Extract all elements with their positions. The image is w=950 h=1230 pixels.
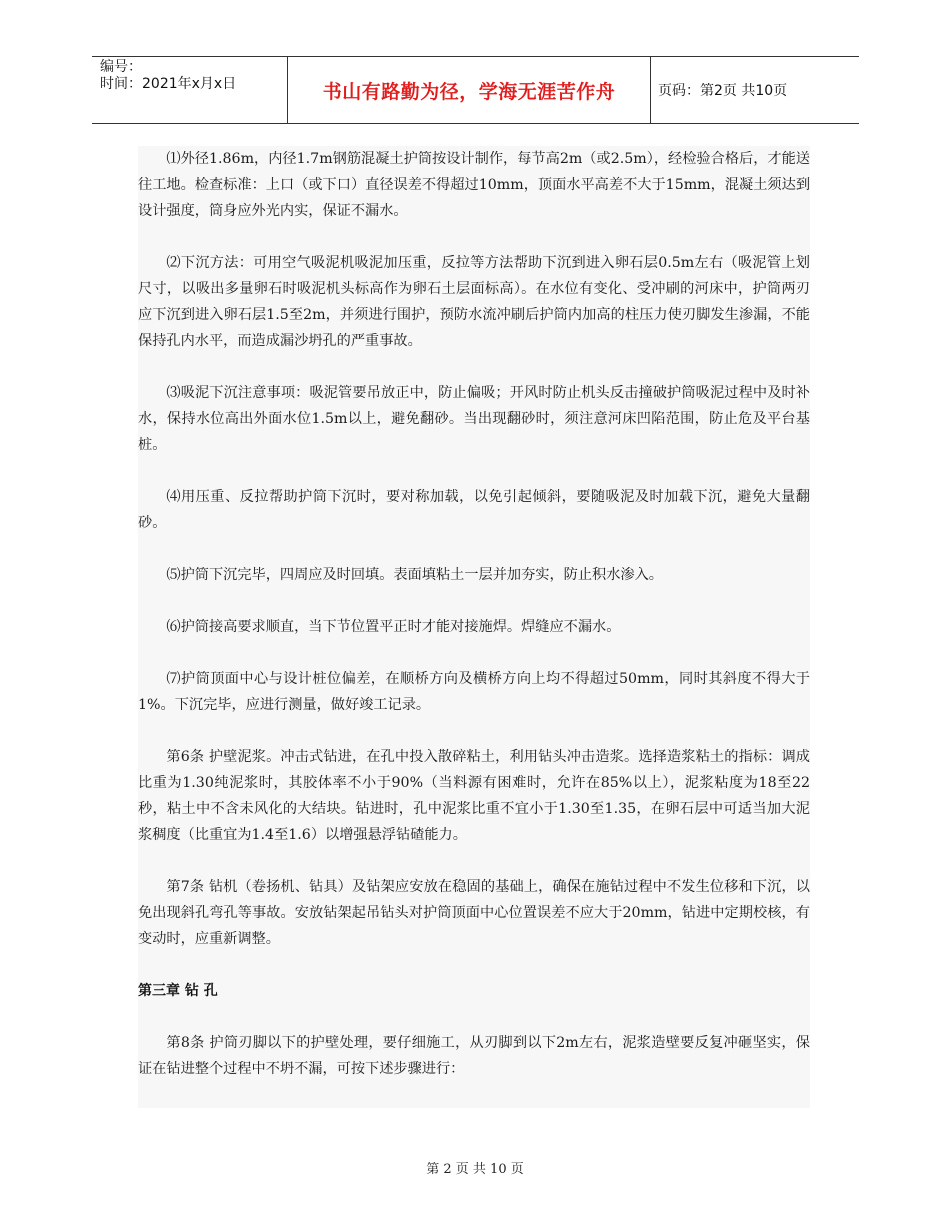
header-divider bbox=[650, 57, 651, 123]
paragraph-1: ⑴外径1.86m，内径1.7m钢筋混凝土护筒按设计制作，每节高2m（或2.5m），经检验合格后，才能送往工地。检查标准：上口（或下口）直径误差不得超过10mm，顶面水平高差不大于15mm，混凝土须达到设计强度，筒身应外光内实，保证不漏水。 bbox=[138, 151, 811, 219]
page-footer: 第 2 页 共 10 页 bbox=[426, 1162, 524, 1177]
page-header bbox=[92, 56, 859, 124]
paragraph-3: ⑶吸泥下沉注意事项：吸泥管要吊放正中，防止偏吸；开风时防止机头反击撞破护筒吸泥过程中及时补水，保持水位高出外面水位1.5m以上，避免翻砂。当出现翻砂时，须注意河床凹陷范围，防止危及平台基桩。 bbox=[138, 385, 810, 453]
article-7: 第7条 钻机（卷扬机、钻具）及钻架应安放在稳固的基础上，确保在施钻过程中不发生位移和下沉，以免出现斜孔弯孔等事故。安放钻架起吊钻头对护筒顶面中心位置误差不应大于20mm，钻进中定期校核，有变动时，应重新调整。 bbox=[138, 879, 810, 947]
article-8: 第8条 护筒刃脚以下的护壁处理，要仔细施工，从刃脚到以下2m左右，泥浆造壁要反复冲砸坚实，保证在钻进整个过程中不坍不漏，可按下述步骤进行： bbox=[138, 1035, 810, 1077]
paragraph-5: ⑸护筒下沉完毕，四周应及时回填。表面填粘土一层并加夯实，防止积水渗入。 bbox=[166, 567, 663, 583]
paragraph-7: ⑺护筒顶面中心与设计桩位偏差，在顺桥方向及横桥方向上均不得超过50mm，同时其斜度不得大于1%。下沉完毕，应进行测量，做好竣工记录。 bbox=[138, 671, 810, 713]
paragraph-4: ⑷用压重、反拉帮助护筒下沉时，要对称加载，以免引起倾斜，要随吸泥及时加载下沉，避免大量翻砂。 bbox=[138, 489, 810, 531]
time-label: 时间：2021年x月x日 bbox=[100, 76, 237, 92]
paragraph-6: ⑹护筒接高要求顺直，当下节位置平正时才能对接施焊。焊缝应不漏水。 bbox=[166, 619, 621, 635]
header-motto: 书山有路勤为径，学海无涯苦作舟 bbox=[322, 80, 616, 103]
header-meta bbox=[100, 59, 286, 93]
article-6: 第6条 护壁泥浆。冲击式钻进，在孔中投入散碎粘土，利用钻头冲击造浆。选择造浆粘土的指标：调成比重为1.30纯泥浆时，其胶体率不小于90%（当料源有困难时，允许在85%以上），泥浆粘度为18至22秒，粘土中不含未风化的大结块。钻进时，孔中泥浆比重不宜小于1.30至1.35，在卵石层中可适当加大泥浆稠度（比重宜为1.4至1.6）以增强悬浮钻碴能力。 bbox=[138, 749, 810, 843]
serial-label: 编号： bbox=[100, 59, 142, 75]
chapter-title: 第三章 钻 孔 bbox=[138, 983, 218, 999]
paragraph-2: ⑵下沉方法：可用空气吸泥机吸泥加压重，反拉等方法帮助下沉到进入卵石层0.5m左右（吸泥管上划尺寸，以吸出多量卵石时吸泥机头标高作为卵石土层面标高）。在水位有变化、受冲刷的河床中，护筒两刃应下沉到进入卵石层1.5至2m，并须进行围护，预防水流冲刷后护筒内加高的柱压力使刃脚发生渗漏，不能保持孔内水平，而造成漏沙坍孔的严重事故。 bbox=[138, 255, 810, 349]
header-page-number: 页码：第2页 共10页 bbox=[658, 83, 788, 99]
document-body bbox=[138, 146, 810, 1108]
